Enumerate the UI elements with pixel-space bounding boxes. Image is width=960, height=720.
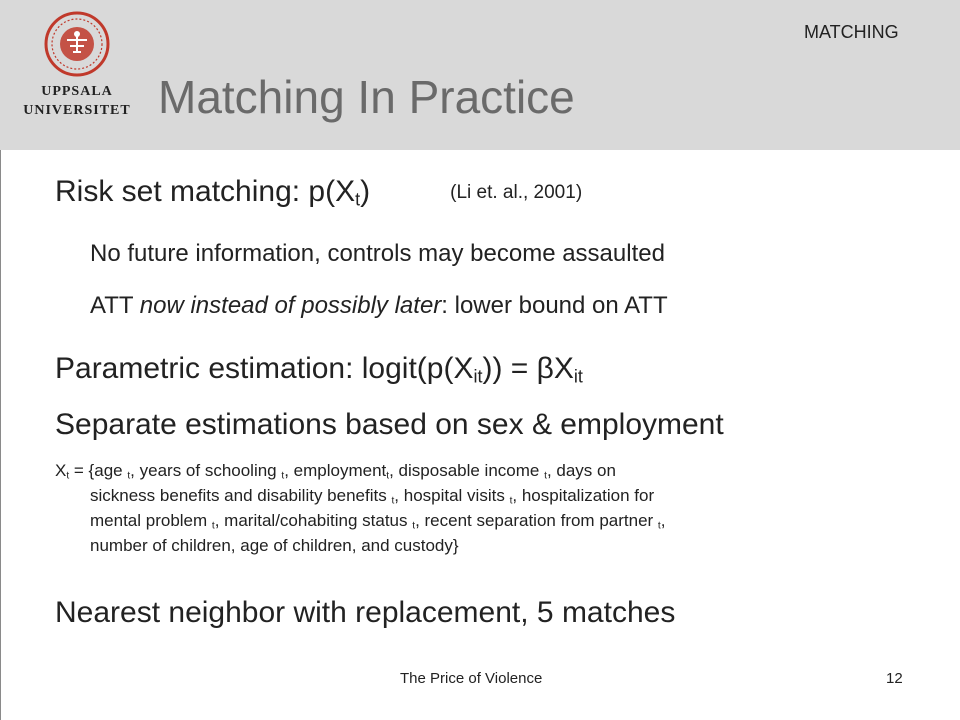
covariate-row bbox=[55, 508, 915, 533]
section-label: MATCHING bbox=[804, 22, 899, 42]
bullet-text: Parametric estimation: logit(p(X bbox=[55, 352, 474, 385]
university-seal-icon bbox=[40, 10, 114, 78]
covariate-text: , bbox=[660, 511, 666, 530]
covariate-text: , hospital visits bbox=[394, 486, 510, 505]
slide-title: Matching In Practice bbox=[158, 71, 575, 123]
covariate-row bbox=[55, 458, 915, 483]
subscript: t bbox=[391, 495, 395, 507]
subbullet-no-future-information: No future information, controls may become assaulted bbox=[90, 240, 665, 267]
bullet-separate-estimations: Separate estimations based on sex & employment bbox=[55, 408, 724, 441]
subbullet-text: ATT bbox=[90, 292, 140, 319]
covariate-text: = {age bbox=[69, 461, 128, 480]
footer-title: The Price of Violence bbox=[400, 670, 543, 687]
subscript: t bbox=[386, 470, 390, 482]
covariate-text: , employment bbox=[284, 461, 387, 480]
subbullet-emphasis: now instead of possibly later bbox=[139, 292, 442, 319]
subbullet-text-post: : lower bound on ATT bbox=[441, 292, 668, 319]
bullet-text-mid: )) = βX bbox=[482, 352, 574, 385]
covariate-list bbox=[55, 458, 915, 558]
bullet-text-close: ) bbox=[360, 175, 371, 208]
covariate-text: , years of schooling bbox=[130, 461, 282, 480]
covariate-text: , recent separation from partner bbox=[415, 511, 658, 530]
bullet-risk-set-matching bbox=[55, 175, 582, 209]
subscript: t bbox=[127, 470, 131, 482]
covariate-text: mental problem bbox=[90, 511, 212, 530]
citation: (Li et. al., 2001) bbox=[450, 182, 583, 204]
covariate-text: , disposable income bbox=[389, 461, 545, 480]
subscript: it bbox=[473, 366, 483, 387]
logo-line-2: UNIVERSITET bbox=[23, 103, 131, 118]
covariate-text: sickness benefits and disability benefits bbox=[90, 486, 392, 505]
subscript: t bbox=[66, 470, 70, 482]
university-logo bbox=[18, 10, 136, 130]
covariate-text: , days on bbox=[546, 461, 616, 480]
subscript: t bbox=[412, 520, 416, 532]
bullet-nearest-neighbor: Nearest neighbor with replacement, 5 matches bbox=[55, 596, 676, 629]
covariate-row: number of children, age of children, and custody} bbox=[90, 536, 459, 555]
logo-wordmark bbox=[18, 82, 136, 120]
logo-line-1: UPPSALA bbox=[41, 84, 113, 99]
bullet-text: Risk set matching: p(X bbox=[55, 175, 356, 208]
subscript: t bbox=[657, 520, 661, 532]
subbullet-att bbox=[90, 292, 668, 320]
bullet-parametric-estimation bbox=[55, 352, 583, 386]
covariate-row bbox=[55, 483, 915, 508]
subscript: it bbox=[573, 366, 583, 387]
covariate-text: X bbox=[55, 461, 67, 480]
subscript: t bbox=[211, 520, 215, 532]
subscript: t bbox=[544, 470, 547, 482]
covariate-text: , marital/cohabiting status bbox=[214, 511, 413, 530]
page-number: 12 bbox=[886, 670, 903, 687]
subscript: t bbox=[281, 470, 285, 482]
covariate-text: , hospitalization for bbox=[512, 486, 655, 505]
subscript: t bbox=[355, 189, 361, 210]
subscript: t bbox=[509, 495, 513, 507]
